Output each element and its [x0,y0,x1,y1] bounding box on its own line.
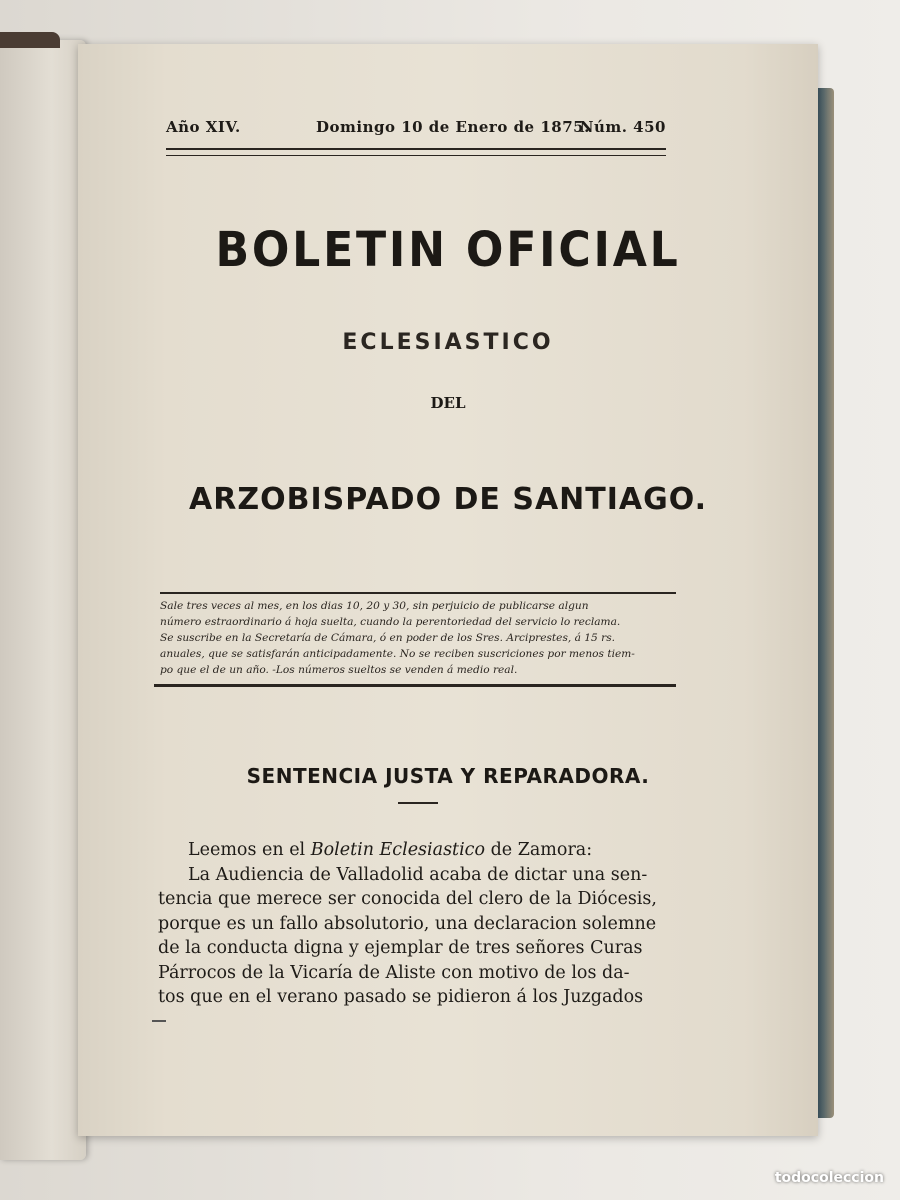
article-line: de la conducta digna y ejemplar de tres señores Curas [158,938,643,958]
left-page-edge [0,40,86,1160]
notice-line: Se suscribe en la Secretaría de Cámara, ó en poder de los Sres. Arciprestes, á 15 rs. [160,632,616,644]
title-main: BOLETIN OFICIAL [215,222,681,278]
subscription-notice [160,598,676,678]
intro-source: Boletin Eclesiastico [310,840,486,860]
masthead-year: Año XIV. [166,118,241,136]
article-line: tencia que merece ser conocida del clero de la Diócesis, [158,889,657,909]
notice-line: po que el de un año. -Los números sueltos se venden á medio real. [160,664,518,676]
intro-suffix: de Zamora: [485,840,593,860]
article-headline: SENTENCIA JUSTA Y REPARADORA. [246,764,650,788]
notice-line: Sale tres veces al mes, en los dias 10, 20 y 30, sin perjuicio de publicarse algun [160,600,589,612]
book-spine [0,32,60,48]
footer-dash [152,1020,166,1022]
watermark-logo: todocoleccion [774,1170,884,1186]
masthead [166,118,666,142]
title-diocese: ARZOBISPADO DE SANTIAGO. [189,482,707,517]
article-line: tos que en el verano pasado se pidieron á los Juzgados [158,987,644,1007]
masthead-date: Domingo 10 de Enero de 1875. [316,118,590,136]
article-body [158,838,688,1010]
newspaper-page [78,44,818,1136]
notice-line: número estraordinario á hoja suelta, cuando la perentoriedad del servicio lo reclama. [160,616,621,628]
article-line: La Audiencia de Valladolid acaba de dictar una sen- [188,864,648,885]
headline-rule [398,802,438,804]
article-line: porque es un fallo absolutorio, una declaracion solemne [158,913,657,934]
notice-rule-bottom [154,684,676,687]
masthead-number: Núm. 450 [579,118,666,136]
notice-line: anuales, que se satisfarán anticipadamente. No se reciben suscriciones por menos tiem- [160,648,635,660]
article-intro [158,838,688,863]
intro-prefix: Leemos en el [188,840,311,860]
title-connector: DEL [430,394,466,412]
masthead-rule [166,148,666,156]
article-line: Párrocos de la Vicaría de Aliste con motivo de los da- [158,962,630,983]
title-sub: ECLESIASTICO [342,330,554,355]
notice-rule-top [160,592,676,594]
